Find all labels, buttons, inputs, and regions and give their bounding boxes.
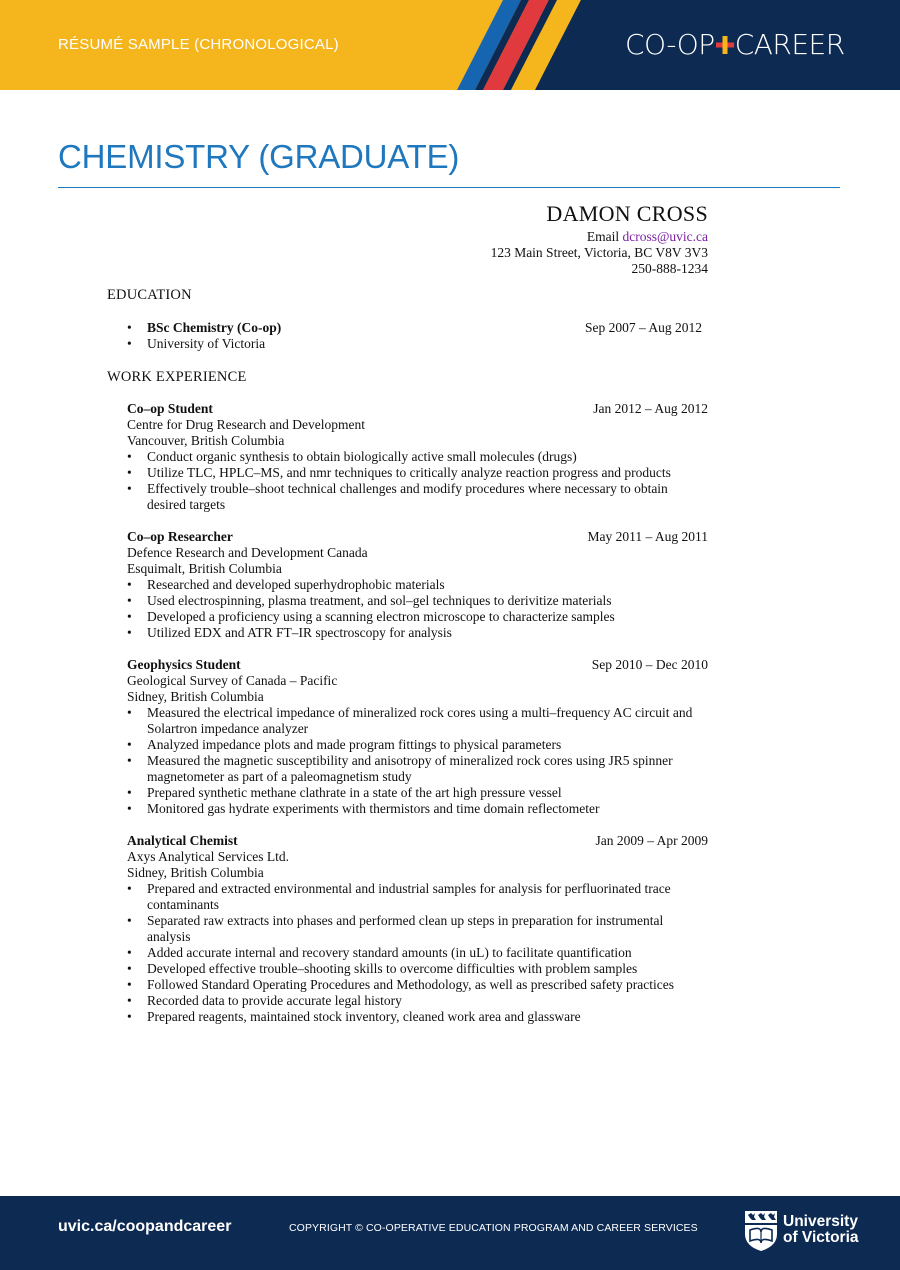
- contact-block: [491, 200, 708, 277]
- job-title: Co–op Student: [127, 401, 213, 416]
- education-dates: Sep 2007 – Aug 2012: [584, 320, 702, 335]
- phone: 250-888-1234: [631, 261, 708, 276]
- list-item: • Utilized EDX and ATR FT–IR spectroscopy for analysis: [127, 625, 708, 641]
- job-entry: [127, 657, 708, 817]
- education-heading: EDUCATION: [107, 287, 192, 303]
- title-divider: [58, 187, 840, 188]
- job-bullets: [127, 881, 708, 1025]
- email-line: [491, 229, 708, 245]
- list-item: • Recorded data to provide accurate legal history: [127, 993, 708, 1009]
- list-item: • Measured the electrical impedance of mineralized rock cores using a multi–frequency AC circuit and Solartron impedance analyzer: [127, 705, 708, 737]
- job-organization: Axys Analytical Services Ltd.: [127, 849, 289, 864]
- resume-body: [107, 287, 708, 1025]
- job-dates: May 2011 – Aug 2011: [587, 529, 708, 544]
- job-organization: Centre for Drug Research and Development: [127, 417, 366, 432]
- job-title: Geophysics Student: [127, 657, 241, 672]
- list-item: • Developed effective trouble–shooting skills to overcome difficulties with problem samples: [127, 961, 708, 977]
- job-dates: Sep 2010 – Dec 2010: [591, 657, 708, 672]
- list-item: • Prepared reagents, maintained stock inventory, cleaned work area and glassware: [127, 1009, 708, 1025]
- job-bullets: [127, 577, 708, 641]
- footer-band: [0, 1196, 900, 1270]
- job-title: Co–op Researcher: [127, 529, 233, 544]
- document-type-label: RÉSUMÉ SAMPLE (CHRONOLOGICAL): [58, 36, 339, 53]
- uvic-crest-icon: [744, 1210, 778, 1252]
- brand-right-text: CAREER: [734, 28, 845, 61]
- job-entry: [127, 833, 708, 1025]
- list-item: • Conduct organic synthesis to obtain biologically active small molecules (drugs): [127, 449, 708, 465]
- email-label: Email: [586, 229, 620, 244]
- university-wordmark: [783, 1214, 859, 1246]
- job-title: Analytical Chemist: [127, 833, 238, 848]
- job-location: Esquimalt, British Columbia: [127, 561, 282, 576]
- list-item: • Monitored gas hydrate experiments with thermistors and time domain reflectometer: [127, 801, 708, 817]
- job-entry: [127, 529, 708, 641]
- address: 123 Main Street, Victoria, BC V8V 3V3: [490, 245, 708, 260]
- candidate-name: DAMON CROSS: [546, 201, 708, 226]
- list-item: • Measured the magnetic susceptibility and anisotropy of mineralized rock cores using JR5 spinner magnetometer as part of a paleomagnetism study: [127, 753, 708, 785]
- footer-url-link[interactable]: uvic.ca/coopandcareer: [58, 1218, 232, 1235]
- university-line-2: of Victoria: [783, 1229, 859, 1246]
- job-bullets: [127, 705, 708, 817]
- page-title: CHEMISTRY (GRADUATE): [58, 138, 460, 175]
- co-op-career-logo: [625, 28, 845, 61]
- list-item: • Followed Standard Operating Procedures and Methodology, as well as prescribed safety practices: [127, 977, 708, 993]
- job-location: Sidney, British Columbia: [127, 865, 264, 880]
- header-stripes: [455, 0, 595, 90]
- list-item: • Separated raw extracts into phases and performed clean up steps in preparation for instrumental analysis: [127, 913, 708, 945]
- list-item: [127, 336, 708, 352]
- job-bullets: [127, 449, 708, 513]
- list-item: • Analyzed impedance plots and made program fittings to physical parameters: [127, 737, 708, 753]
- list-item: • Effectively trouble–shoot technical challenges and modify procedures where necessary to obtain desired targets: [127, 481, 708, 513]
- job-dates: Jan 2012 – Aug 2012: [593, 401, 708, 416]
- school: University of Victoria: [147, 336, 266, 351]
- job-location: Sidney, British Columbia: [127, 689, 264, 704]
- list-item: • Prepared synthetic methane clathrate in a state of the art high pressure vessel: [127, 785, 708, 801]
- list-item: • Added accurate internal and recovery standard amounts (in uL) to facilitate quantification: [127, 945, 708, 961]
- education-list: [127, 320, 708, 352]
- footer-copyright: COPYRIGHT © CO-OPERATIVE EDUCATION PROGRAM AND CAREER SERVICES: [289, 1222, 698, 1234]
- list-item: • Utilize TLC, HPLC–MS, and nmr techniques to critically analyze reaction progress and products: [127, 465, 708, 481]
- list-item: [127, 320, 708, 336]
- work-experience-heading: WORK EXPERIENCE: [107, 369, 247, 385]
- degree: • BSc Chemistry (Co-op): [147, 320, 282, 335]
- university-line-1: University: [783, 1213, 858, 1230]
- list-item: • Used electrospinning, plasma treatment, and sol–gel techniques to derivitize materials: [127, 593, 708, 609]
- brand-left-text: CO-OP: [625, 28, 715, 61]
- plus-cross-icon: [716, 36, 734, 54]
- job-location: Vancouver, British Columbia: [127, 433, 285, 448]
- job-entry: [127, 401, 708, 513]
- email-link[interactable]: dcross@uvic.ca: [622, 229, 708, 244]
- list-item: • Prepared and extracted environmental and industrial samples for analysis for perfluorinated trace contaminants: [127, 881, 708, 913]
- job-organization: Defence Research and Development Canada: [127, 545, 368, 560]
- list-item: • Researched and developed superhydrophobic materials: [127, 577, 708, 593]
- list-item: • Developed a proficiency using a scanning electron microscope to characterize samples: [127, 609, 708, 625]
- job-dates: Jan 2009 – Apr 2009: [595, 833, 708, 848]
- job-organization: Geological Survey of Canada – Pacific: [127, 673, 338, 688]
